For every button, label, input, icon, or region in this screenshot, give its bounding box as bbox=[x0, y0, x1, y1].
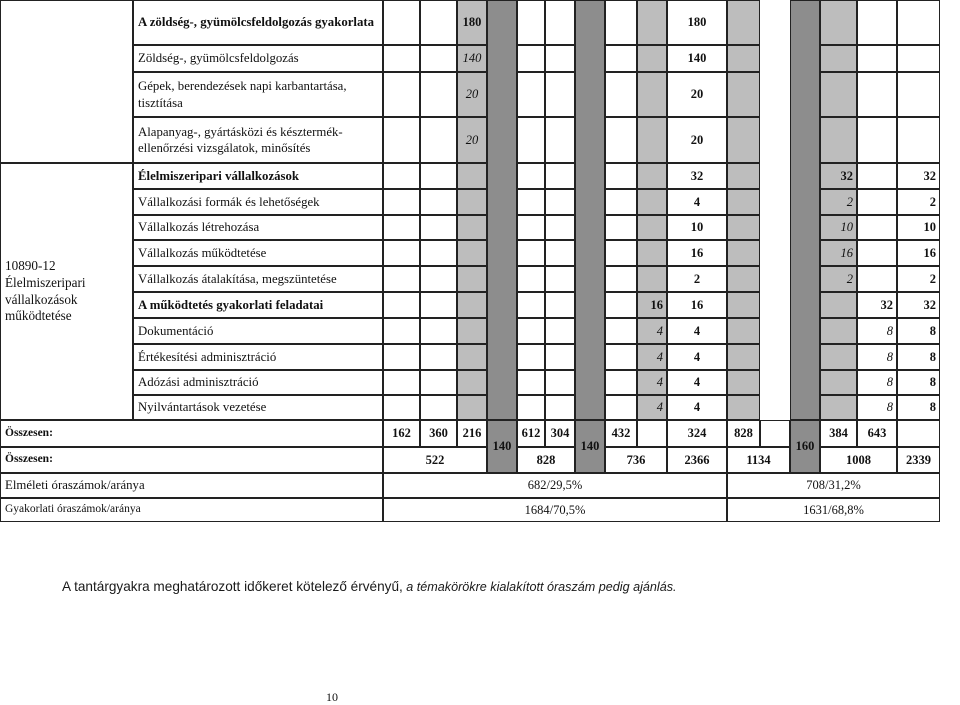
table-cell bbox=[545, 0, 575, 45]
table-cell bbox=[605, 266, 637, 292]
table-cell bbox=[605, 344, 637, 370]
table-cell bbox=[857, 117, 897, 163]
table-cell bbox=[727, 45, 760, 72]
table-cell bbox=[545, 72, 575, 117]
page-number: 10 bbox=[326, 690, 338, 704]
table-cell bbox=[857, 72, 897, 117]
table-cell bbox=[605, 370, 637, 395]
table-cell bbox=[383, 215, 420, 240]
totals-cell: 304 bbox=[545, 420, 575, 447]
table-cell bbox=[727, 0, 760, 45]
totals-cell bbox=[637, 420, 667, 447]
table-cell bbox=[637, 240, 667, 266]
table-cell bbox=[727, 215, 760, 240]
totals-cell bbox=[760, 420, 790, 447]
table-cell: 10 bbox=[667, 215, 727, 240]
table-cell bbox=[637, 72, 667, 117]
table-cell bbox=[420, 292, 457, 318]
table-cell bbox=[545, 117, 575, 163]
table-cell bbox=[517, 292, 545, 318]
table-cell bbox=[727, 189, 760, 215]
table-cell bbox=[820, 344, 857, 370]
table-cell bbox=[545, 45, 575, 72]
table-cell bbox=[457, 240, 487, 266]
table-cell: 16 bbox=[897, 240, 940, 266]
table-cell: 140 bbox=[457, 45, 487, 72]
table-cell bbox=[420, 0, 457, 45]
row-label: Vállalkozás létrehozása bbox=[133, 215, 383, 240]
table-cell bbox=[820, 318, 857, 344]
table-cell: 4 bbox=[667, 395, 727, 420]
table-cell: 32 bbox=[667, 163, 727, 189]
table-cell bbox=[457, 163, 487, 189]
table-cell bbox=[420, 395, 457, 420]
table-cell: 180 bbox=[667, 0, 727, 45]
table-cell bbox=[637, 0, 667, 45]
totals-cell: 324 bbox=[667, 420, 727, 447]
table-cell bbox=[727, 117, 760, 163]
theory-label: Elméleti óraszámok/aránya bbox=[0, 473, 383, 498]
practice-value: 1631/68,8% bbox=[727, 498, 940, 522]
table-cell: 10 bbox=[897, 215, 940, 240]
table-cell bbox=[457, 318, 487, 344]
table-cell bbox=[383, 45, 420, 72]
table-cell bbox=[420, 45, 457, 72]
table-cell: 2 bbox=[897, 266, 940, 292]
table-cell: 4 bbox=[667, 189, 727, 215]
table-cell bbox=[727, 292, 760, 318]
table-cell bbox=[517, 318, 545, 344]
table-cell: 8 bbox=[857, 370, 897, 395]
table-cell: 4 bbox=[667, 318, 727, 344]
table-cell bbox=[457, 215, 487, 240]
table-cell bbox=[420, 240, 457, 266]
table-cell bbox=[457, 292, 487, 318]
table-cell: 4 bbox=[637, 344, 667, 370]
separator-total: 160 bbox=[790, 420, 820, 473]
table-cell bbox=[727, 318, 760, 344]
table-cell bbox=[457, 395, 487, 420]
table-cell: 32 bbox=[897, 163, 940, 189]
table-cell: 20 bbox=[667, 117, 727, 163]
totals-cell: 736 bbox=[605, 447, 667, 473]
table-cell bbox=[545, 395, 575, 420]
table-cell bbox=[517, 189, 545, 215]
table-cell bbox=[820, 292, 857, 318]
table-cell bbox=[383, 318, 420, 344]
table-cell bbox=[457, 189, 487, 215]
table-cell: 8 bbox=[897, 370, 940, 395]
table-cell: 20 bbox=[667, 72, 727, 117]
table-cell: 32 bbox=[857, 292, 897, 318]
table-cell bbox=[857, 266, 897, 292]
table-cell: 140 bbox=[667, 45, 727, 72]
table-cell: 8 bbox=[857, 395, 897, 420]
table-cell bbox=[517, 163, 545, 189]
totals-cell: 2339 bbox=[897, 447, 940, 473]
table-cell bbox=[857, 215, 897, 240]
table-cell: 4 bbox=[637, 318, 667, 344]
table-cell bbox=[383, 395, 420, 420]
theory-value: 708/31,2% bbox=[727, 473, 940, 498]
row-label: Értékesítési adminisztráció bbox=[133, 344, 383, 370]
table-cell bbox=[605, 318, 637, 344]
table-cell bbox=[727, 240, 760, 266]
row-label: Vállalkozási formák és lehetőségek bbox=[133, 189, 383, 215]
totals-cell: 1008 bbox=[820, 447, 897, 473]
row-label: A zöldség-, gyümölcsfeldolgozás gyakorlata bbox=[133, 0, 383, 45]
table-cell bbox=[605, 189, 637, 215]
table-cell bbox=[820, 117, 857, 163]
table-cell bbox=[857, 45, 897, 72]
table-cell: 20 bbox=[457, 72, 487, 117]
separator-total: 140 bbox=[487, 420, 517, 473]
table-cell bbox=[820, 72, 857, 117]
table-cell: 4 bbox=[667, 344, 727, 370]
table-cell bbox=[605, 72, 637, 117]
table-cell bbox=[857, 240, 897, 266]
footnote-italic: a témakörökre kialakított óraszám pedig ajánlás. bbox=[402, 580, 677, 594]
row-label: A működtetés gyakorlati feladatai bbox=[133, 292, 383, 318]
table-cell bbox=[637, 266, 667, 292]
table-cell bbox=[545, 292, 575, 318]
table-cell bbox=[517, 0, 545, 45]
theory-value: 682/29,5% bbox=[383, 473, 727, 498]
table-cell: 4 bbox=[637, 395, 667, 420]
table-cell bbox=[420, 370, 457, 395]
table-cell bbox=[420, 189, 457, 215]
table-cell bbox=[383, 370, 420, 395]
row-label: Alapanyag-, gyártásközi és késztermék-ellenőrzési vizsgálatok, minősítés bbox=[133, 117, 383, 163]
table-cell bbox=[517, 344, 545, 370]
dark-separator bbox=[790, 0, 820, 420]
table-cell bbox=[637, 215, 667, 240]
table-cell bbox=[897, 72, 940, 117]
table-cell: 8 bbox=[897, 395, 940, 420]
table-cell bbox=[857, 0, 897, 45]
table-cell: 4 bbox=[637, 370, 667, 395]
table-cell bbox=[637, 117, 667, 163]
table-cell: 2 bbox=[897, 189, 940, 215]
table-cell bbox=[820, 370, 857, 395]
table-cell bbox=[420, 215, 457, 240]
totals-cell bbox=[897, 420, 940, 447]
totals-cell: 828 bbox=[517, 447, 575, 473]
row-label: Dokumentáció bbox=[133, 318, 383, 344]
totals-cell: 162 bbox=[383, 420, 420, 447]
table-cell bbox=[517, 117, 545, 163]
table-cell bbox=[457, 370, 487, 395]
row-label: Élelmiszeripari vállalkozások bbox=[133, 163, 383, 189]
totals-cell: 384 bbox=[820, 420, 857, 447]
table-cell bbox=[637, 189, 667, 215]
totals-cell: 643 bbox=[857, 420, 897, 447]
footnote-normal: A tantárgyakra meghatározott időkeret kötelező érvényű, bbox=[62, 579, 403, 594]
totals-cell: 1134 bbox=[727, 447, 790, 473]
row-label: Zöldség-, gyümölcsfeldolgozás bbox=[133, 45, 383, 72]
totals-cell: 2366 bbox=[667, 447, 727, 473]
row-label: Nyilvántartások vezetése bbox=[133, 395, 383, 420]
table-cell bbox=[383, 292, 420, 318]
table-cell bbox=[383, 117, 420, 163]
table-cell: 32 bbox=[897, 292, 940, 318]
table-cell bbox=[605, 395, 637, 420]
totals-cell: 360 bbox=[420, 420, 457, 447]
table-cell bbox=[383, 189, 420, 215]
row-label: Gépek, berendezések napi karbantartása, tisztítása bbox=[133, 72, 383, 117]
table-cell bbox=[420, 266, 457, 292]
table-cell: 20 bbox=[457, 117, 487, 163]
footnote bbox=[62, 579, 677, 594]
table-cell bbox=[727, 72, 760, 117]
table-cell: 8 bbox=[857, 344, 897, 370]
table-cell bbox=[727, 395, 760, 420]
table-cell bbox=[820, 395, 857, 420]
table-cell: 16 bbox=[820, 240, 857, 266]
dark-separator bbox=[487, 0, 517, 420]
table-cell bbox=[383, 72, 420, 117]
table-cell bbox=[545, 189, 575, 215]
table-cell bbox=[420, 318, 457, 344]
table-cell bbox=[383, 240, 420, 266]
table-cell: 2 bbox=[820, 189, 857, 215]
table-cell bbox=[605, 117, 637, 163]
table-cell bbox=[545, 344, 575, 370]
table-cell bbox=[605, 0, 637, 45]
table-cell bbox=[517, 370, 545, 395]
table-cell bbox=[517, 215, 545, 240]
table-cell: 2 bbox=[667, 266, 727, 292]
totals-label: Összesen: bbox=[0, 420, 383, 447]
practice-value: 1684/70,5% bbox=[383, 498, 727, 522]
table-cell bbox=[605, 215, 637, 240]
table-cell bbox=[727, 344, 760, 370]
table-cell bbox=[517, 395, 545, 420]
table-cell bbox=[517, 45, 545, 72]
table-cell bbox=[727, 370, 760, 395]
table-cell: 8 bbox=[897, 344, 940, 370]
table-cell bbox=[605, 292, 637, 318]
table-cell: 2 bbox=[820, 266, 857, 292]
table-cell bbox=[857, 163, 897, 189]
row-label: Vállalkozás működtetése bbox=[133, 240, 383, 266]
table-cell: 8 bbox=[857, 318, 897, 344]
table-cell bbox=[545, 240, 575, 266]
table-cell bbox=[545, 215, 575, 240]
table-cell bbox=[605, 45, 637, 72]
table-cell bbox=[820, 0, 857, 45]
row-label: Vállalkozás átalakítása, megszüntetése bbox=[133, 266, 383, 292]
module-label: 10890-12 Élelmiszeripari vállalkozások működtetése bbox=[0, 163, 133, 420]
table-cell: 4 bbox=[667, 370, 727, 395]
table-cell: 16 bbox=[667, 240, 727, 266]
practice-label: Gyakorlati óraszámok/aránya bbox=[0, 498, 383, 522]
table-cell bbox=[457, 344, 487, 370]
table-cell bbox=[727, 163, 760, 189]
table-cell bbox=[545, 370, 575, 395]
table-cell bbox=[517, 72, 545, 117]
totals-cell: 216 bbox=[457, 420, 487, 447]
table-cell bbox=[383, 266, 420, 292]
table-cell bbox=[517, 266, 545, 292]
totals-cell: 828 bbox=[727, 420, 760, 447]
table-cell: 10 bbox=[820, 215, 857, 240]
table-cell bbox=[897, 117, 940, 163]
totals-label: Összesen: bbox=[0, 447, 383, 473]
module-cell-empty bbox=[0, 0, 133, 163]
table-cell bbox=[637, 45, 667, 72]
table-cell bbox=[897, 0, 940, 45]
table-cell bbox=[420, 117, 457, 163]
table-cell bbox=[545, 318, 575, 344]
table-cell bbox=[517, 240, 545, 266]
totals-cell: 522 bbox=[383, 447, 487, 473]
table-cell bbox=[420, 344, 457, 370]
dark-separator bbox=[575, 0, 605, 420]
table-cell bbox=[727, 266, 760, 292]
table-cell bbox=[420, 163, 457, 189]
table-cell bbox=[637, 163, 667, 189]
table-cell bbox=[420, 72, 457, 117]
totals-cell: 432 bbox=[605, 420, 637, 447]
table-cell: 180 bbox=[457, 0, 487, 45]
table-cell bbox=[383, 0, 420, 45]
table-cell: 16 bbox=[667, 292, 727, 318]
row-label: Adózási adminisztráció bbox=[133, 370, 383, 395]
table-cell bbox=[383, 344, 420, 370]
table-cell bbox=[897, 45, 940, 72]
table-cell bbox=[545, 266, 575, 292]
table-cell bbox=[605, 163, 637, 189]
table-cell bbox=[457, 266, 487, 292]
table-cell bbox=[857, 189, 897, 215]
table-cell: 16 bbox=[637, 292, 667, 318]
separator-total: 140 bbox=[575, 420, 605, 473]
table-cell: 8 bbox=[897, 318, 940, 344]
table-cell: 32 bbox=[820, 163, 857, 189]
totals-cell: 612 bbox=[517, 420, 545, 447]
table-cell bbox=[605, 240, 637, 266]
table-cell bbox=[383, 163, 420, 189]
table-cell bbox=[545, 163, 575, 189]
table-cell bbox=[820, 45, 857, 72]
